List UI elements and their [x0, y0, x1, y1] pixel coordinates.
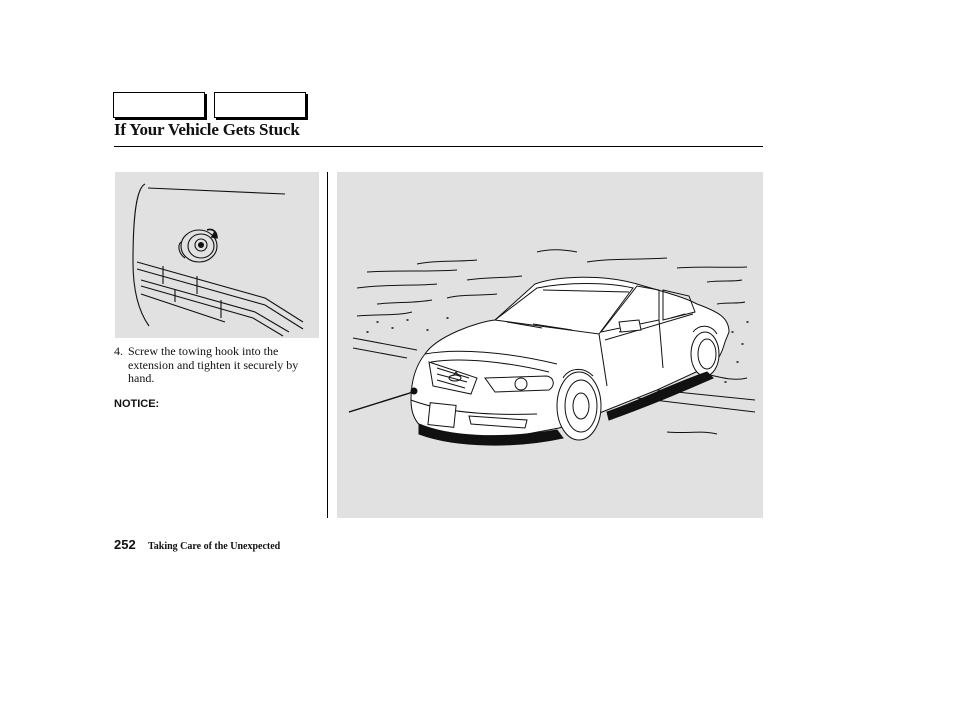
column-divider	[327, 172, 328, 518]
towing-hook-figure	[115, 172, 319, 338]
nav-tab-previous[interactable]	[113, 92, 205, 118]
step-text: Screw the towing hook into the extension and tighten it securely by hand.	[128, 344, 299, 385]
notice-label: NOTICE:	[114, 398, 160, 410]
nav-tab-next[interactable]	[214, 92, 306, 118]
towing-hook-grille-icon	[115, 172, 319, 338]
page-number: 252	[114, 537, 136, 552]
step-number: 4.	[114, 344, 123, 358]
section-name: Taking Care of the Unexpected	[148, 541, 281, 552]
sedan-stuck-icon	[337, 172, 763, 518]
title-divider	[114, 146, 763, 147]
instruction-step	[114, 345, 319, 386]
page-title: If Your Vehicle Gets Stuck	[114, 120, 300, 139]
stuck-vehicle-figure	[337, 172, 763, 518]
